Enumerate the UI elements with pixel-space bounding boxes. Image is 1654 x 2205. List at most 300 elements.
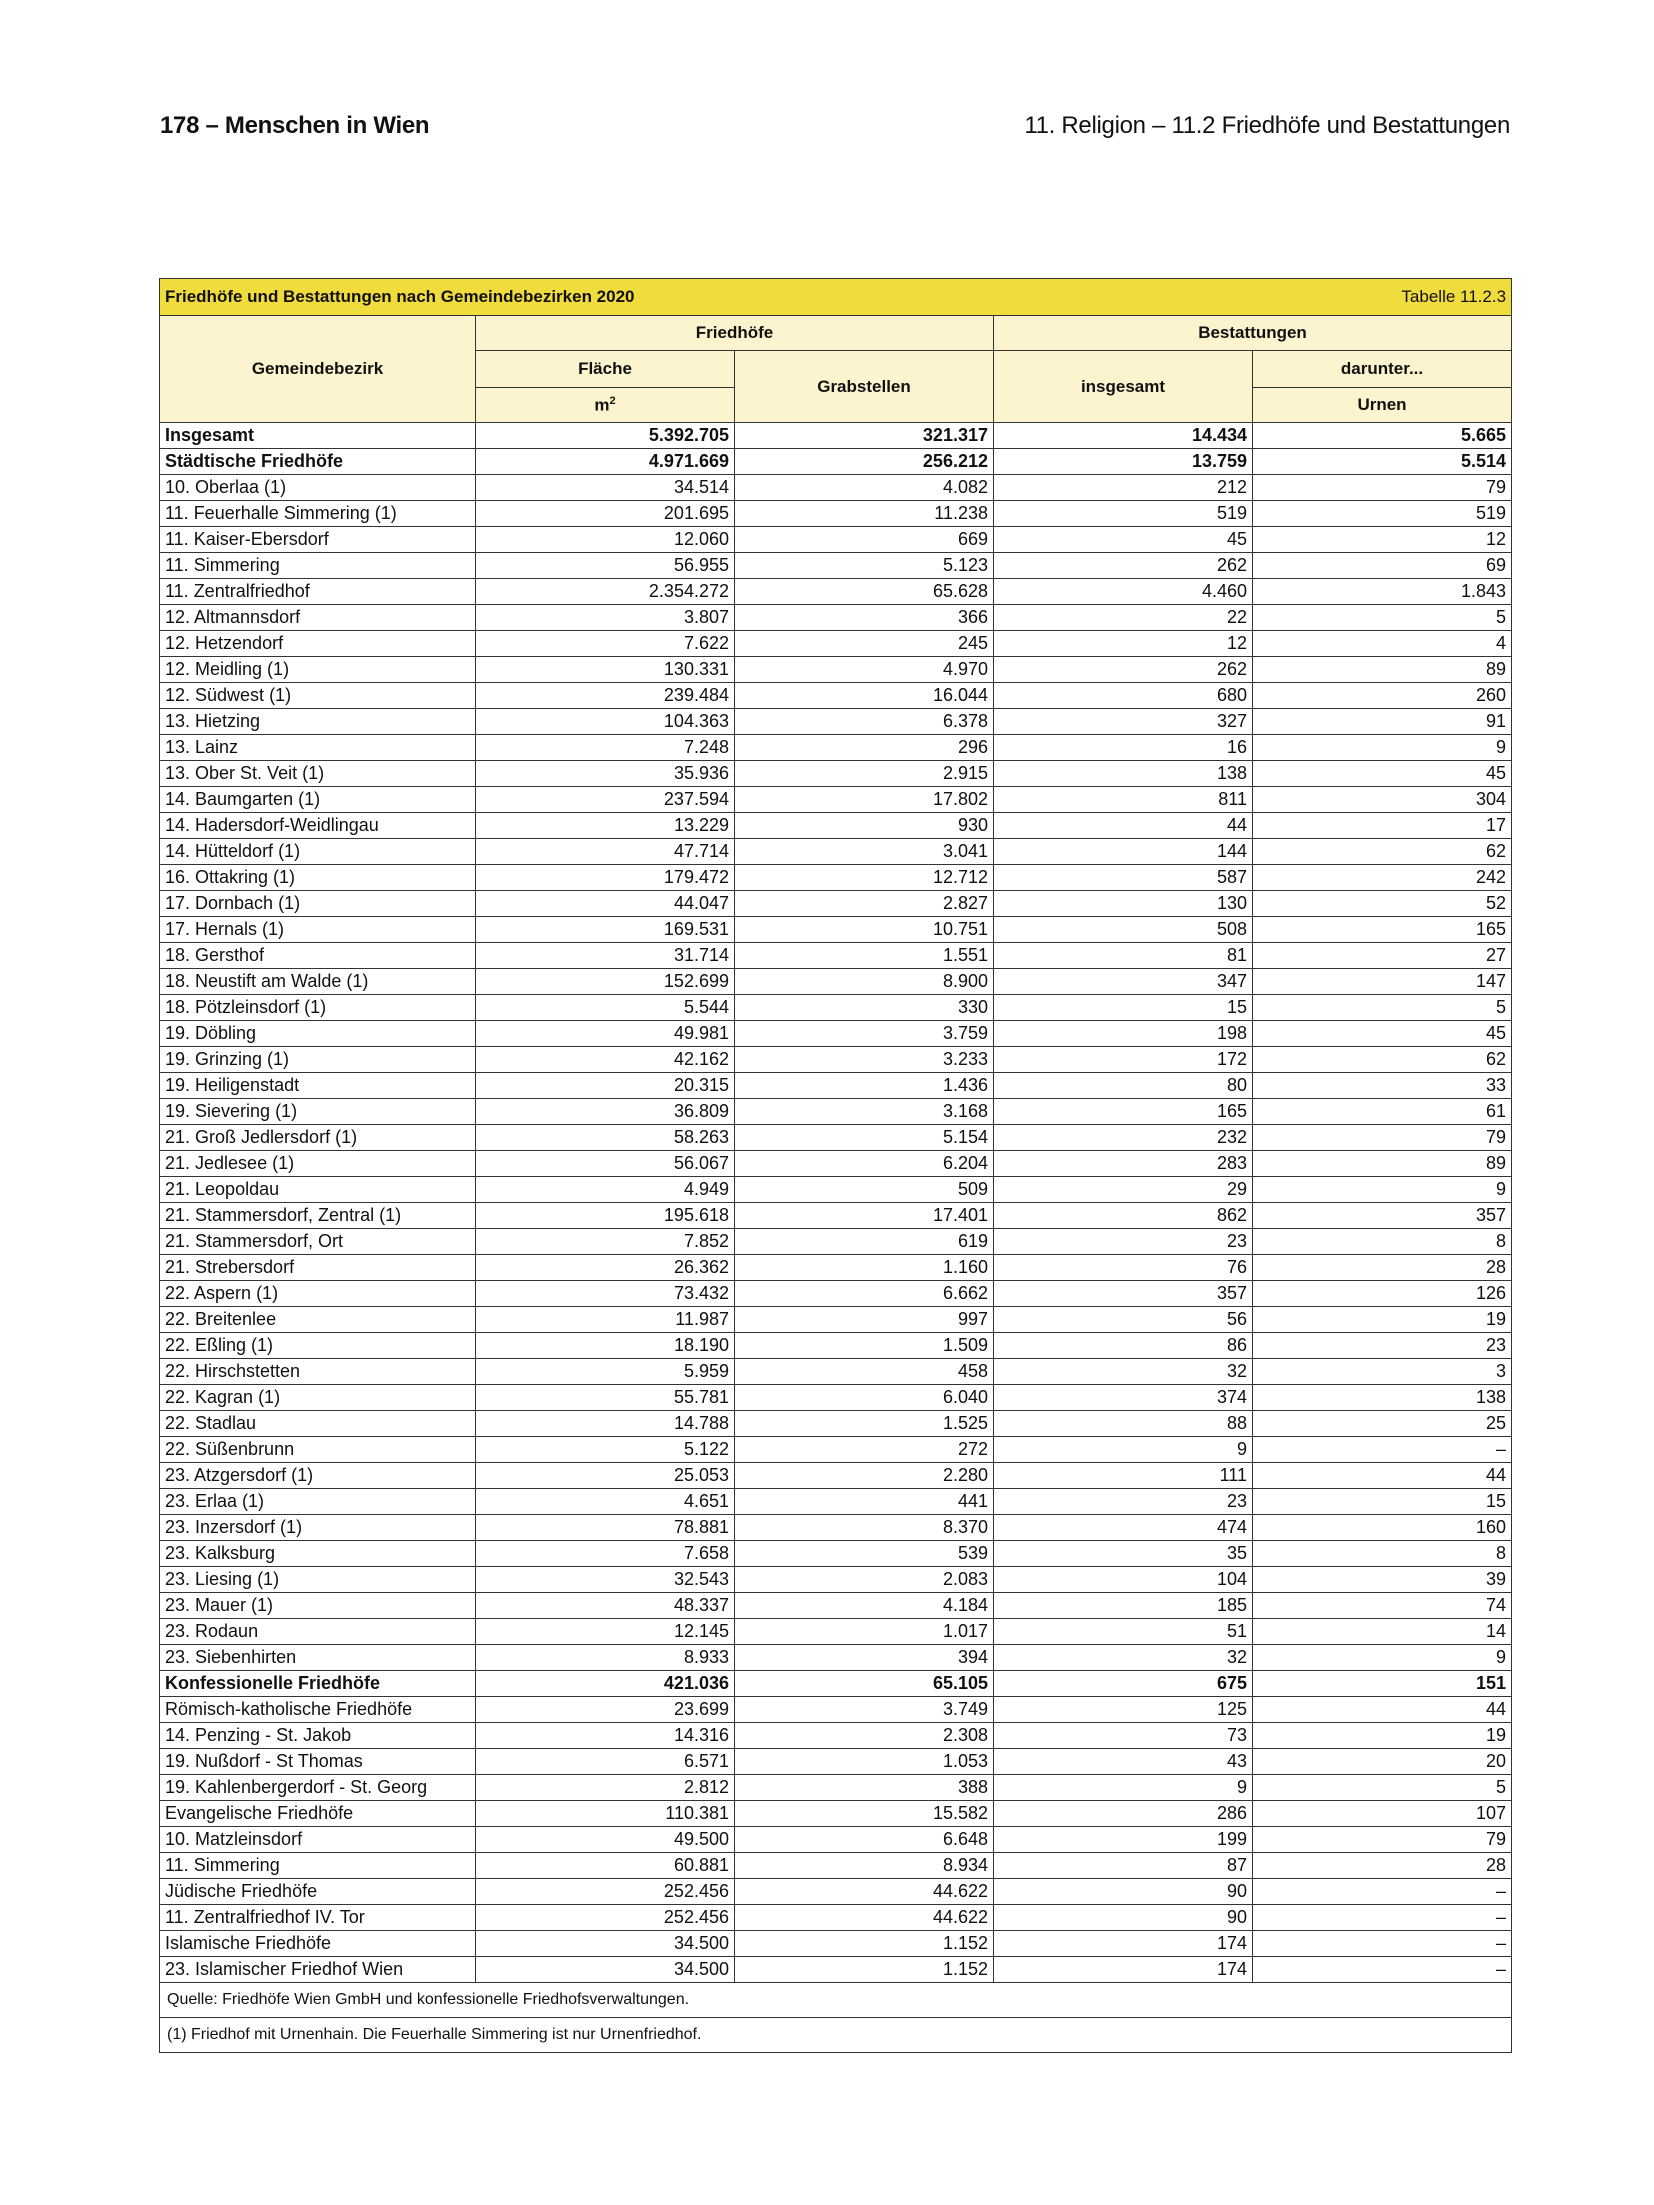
table-row <box>160 1151 1512 1177</box>
table-row <box>160 1463 1512 1489</box>
cell-urns: 44 <box>1253 1463 1512 1489</box>
cell-total: 519 <box>994 501 1253 527</box>
row-name: 19. Nußdorf - St Thomas <box>160 1749 476 1775</box>
row-name: 14. Penzing - St. Jakob <box>160 1723 476 1749</box>
cell-area: 7.658 <box>476 1541 735 1567</box>
cell-area: 7.248 <box>476 735 735 761</box>
cell-graves: 330 <box>735 995 994 1021</box>
cell-total: 9 <box>994 1437 1253 1463</box>
row-name: 17. Hernals (1) <box>160 917 476 943</box>
table-row <box>160 1853 1512 1879</box>
cell-urns: 44 <box>1253 1697 1512 1723</box>
cell-urns: 79 <box>1253 475 1512 501</box>
cell-urns: 14 <box>1253 1619 1512 1645</box>
page-header-right: 11. Religion – 11.2 Friedhöfe und Bestattungen <box>1024 112 1510 139</box>
cell-total: 90 <box>994 1905 1253 1931</box>
row-name: Insgesamt <box>160 423 476 449</box>
cell-total: 199 <box>994 1827 1253 1853</box>
cell-total: 15 <box>994 995 1253 1021</box>
table-row <box>160 423 1512 449</box>
cell-area: 7.622 <box>476 631 735 657</box>
cell-area: 49.500 <box>476 1827 735 1853</box>
cell-total: 172 <box>994 1047 1253 1073</box>
cell-graves: 366 <box>735 605 994 631</box>
table-row <box>160 1281 1512 1307</box>
cell-urns: 9 <box>1253 735 1512 761</box>
cell-urns: 17 <box>1253 813 1512 839</box>
cell-total: 374 <box>994 1385 1253 1411</box>
table-row <box>160 1827 1512 1853</box>
table-row <box>160 1697 1512 1723</box>
cell-area: 7.852 <box>476 1229 735 1255</box>
cell-graves: 388 <box>735 1775 994 1801</box>
cell-urns: 69 <box>1253 553 1512 579</box>
cell-urns: 304 <box>1253 787 1512 813</box>
cell-urns: 25 <box>1253 1411 1512 1437</box>
table-row <box>160 1385 1512 1411</box>
cell-total: 90 <box>994 1879 1253 1905</box>
cell-urns: 519 <box>1253 501 1512 527</box>
table-row <box>160 1203 1512 1229</box>
row-name: 10. Oberlaa (1) <box>160 475 476 501</box>
cell-urns: 89 <box>1253 1151 1512 1177</box>
cell-graves: 3.233 <box>735 1047 994 1073</box>
cell-total: 232 <box>994 1125 1253 1151</box>
cell-total: 138 <box>994 761 1253 787</box>
cell-urns: 20 <box>1253 1749 1512 1775</box>
cell-area: 110.381 <box>476 1801 735 1827</box>
cell-urns: 28 <box>1253 1255 1512 1281</box>
cell-graves: 321.317 <box>735 423 994 449</box>
table-row <box>160 1723 1512 1749</box>
area-unit-exponent: 2 <box>609 394 616 407</box>
table-row <box>160 1359 1512 1385</box>
row-name: 21. Leopoldau <box>160 1177 476 1203</box>
cell-area: 49.981 <box>476 1021 735 1047</box>
cell-total: 12 <box>994 631 1253 657</box>
cell-total: 22 <box>994 605 1253 631</box>
cell-urns: 160 <box>1253 1515 1512 1541</box>
cell-graves: 17.401 <box>735 1203 994 1229</box>
cell-area: 25.053 <box>476 1463 735 1489</box>
cell-area: 47.714 <box>476 839 735 865</box>
cell-graves: 65.628 <box>735 579 994 605</box>
cell-urns: 8 <box>1253 1229 1512 1255</box>
table-row <box>160 709 1512 735</box>
cell-graves: 10.751 <box>735 917 994 943</box>
cell-area: 78.881 <box>476 1515 735 1541</box>
cell-urns: 19 <box>1253 1307 1512 1333</box>
cell-graves: 1.152 <box>735 1931 994 1957</box>
cell-urns: 147 <box>1253 969 1512 995</box>
cell-area: 56.955 <box>476 553 735 579</box>
table-row <box>160 1125 1512 1151</box>
cell-total: 165 <box>994 1099 1253 1125</box>
cell-area: 32.543 <box>476 1567 735 1593</box>
cell-urns: 79 <box>1253 1125 1512 1151</box>
cell-total: 587 <box>994 865 1253 891</box>
table-title-bar <box>160 279 1512 316</box>
cell-total: 212 <box>994 475 1253 501</box>
table-row <box>160 1957 1512 1983</box>
cell-area: 104.363 <box>476 709 735 735</box>
cell-graves: 458 <box>735 1359 994 1385</box>
cell-area: 20.315 <box>476 1073 735 1099</box>
cell-area: 14.788 <box>476 1411 735 1437</box>
table-row <box>160 1021 1512 1047</box>
row-name: 21. Strebersdorf <box>160 1255 476 1281</box>
cell-area: 179.472 <box>476 865 735 891</box>
cell-urns: 45 <box>1253 761 1512 787</box>
table-row <box>160 1593 1512 1619</box>
cell-total: 174 <box>994 1931 1253 1957</box>
row-name: 23. Rodaun <box>160 1619 476 1645</box>
table-row <box>160 1801 1512 1827</box>
row-name: 23. Erlaa (1) <box>160 1489 476 1515</box>
cell-graves: 44.622 <box>735 1905 994 1931</box>
data-table <box>159 278 1512 2053</box>
row-name: 13. Hietzing <box>160 709 476 735</box>
cell-urns: 138 <box>1253 1385 1512 1411</box>
cell-graves: 3.749 <box>735 1697 994 1723</box>
page-header-left: 178 – Menschen in Wien <box>160 112 430 139</box>
row-name: 22. Breitenlee <box>160 1307 476 1333</box>
cell-graves: 6.662 <box>735 1281 994 1307</box>
table-row <box>160 1931 1512 1957</box>
table-row <box>160 1411 1512 1437</box>
table-body <box>160 423 1512 1983</box>
cell-graves: 509 <box>735 1177 994 1203</box>
row-name: Jüdische Friedhöfe <box>160 1879 476 1905</box>
cell-area: 34.514 <box>476 475 735 501</box>
cell-graves: 1.551 <box>735 943 994 969</box>
cell-urns: – <box>1253 1957 1512 1983</box>
row-name: 19. Grinzing (1) <box>160 1047 476 1073</box>
cell-area: 44.047 <box>476 891 735 917</box>
cell-total: 144 <box>994 839 1253 865</box>
cell-total: 185 <box>994 1593 1253 1619</box>
table-row <box>160 1073 1512 1099</box>
cell-total: 9 <box>994 1775 1253 1801</box>
row-name: 11. Feuerhalle Simmering (1) <box>160 501 476 527</box>
cell-urns: 89 <box>1253 657 1512 683</box>
cell-graves: 17.802 <box>735 787 994 813</box>
cell-urns: 91 <box>1253 709 1512 735</box>
area-unit: m <box>594 395 610 415</box>
table-row <box>160 579 1512 605</box>
row-name: 21. Stammersdorf, Zentral (1) <box>160 1203 476 1229</box>
cell-total: 327 <box>994 709 1253 735</box>
table-row <box>160 787 1512 813</box>
row-name: 18. Neustift am Walde (1) <box>160 969 476 995</box>
cell-graves: 2.915 <box>735 761 994 787</box>
cell-graves: 1.017 <box>735 1619 994 1645</box>
col-header-total: insgesamt <box>994 351 1253 423</box>
cell-area: 252.456 <box>476 1905 735 1931</box>
cell-area: 12.060 <box>476 527 735 553</box>
table-row <box>160 475 1512 501</box>
cell-total: 81 <box>994 943 1253 969</box>
table-row <box>160 1177 1512 1203</box>
row-name: 11. Simmering <box>160 553 476 579</box>
row-name: 22. Eßling (1) <box>160 1333 476 1359</box>
col-header-urns: Urnen <box>1253 388 1512 423</box>
row-name: 22. Hirschstetten <box>160 1359 476 1385</box>
cell-graves: 15.582 <box>735 1801 994 1827</box>
cell-area: 26.362 <box>476 1255 735 1281</box>
table-row <box>160 917 1512 943</box>
table-row <box>160 501 1512 527</box>
row-name: 17. Dornbach (1) <box>160 891 476 917</box>
row-name: Städtische Friedhöfe <box>160 449 476 475</box>
table-row <box>160 553 1512 579</box>
cell-total: 23 <box>994 1229 1253 1255</box>
cell-graves: 4.184 <box>735 1593 994 1619</box>
row-name: 21. Stammersdorf, Ort <box>160 1229 476 1255</box>
cell-graves: 1.509 <box>735 1333 994 1359</box>
table-row <box>160 1671 1512 1697</box>
table-row <box>160 1333 1512 1359</box>
cell-graves: 12.712 <box>735 865 994 891</box>
cell-area: 60.881 <box>476 1853 735 1879</box>
cell-area: 23.699 <box>476 1697 735 1723</box>
cell-graves: 2.827 <box>735 891 994 917</box>
row-name: 22. Stadlau <box>160 1411 476 1437</box>
cell-total: 73 <box>994 1723 1253 1749</box>
row-name: 21. Groß Jedlersdorf (1) <box>160 1125 476 1151</box>
cell-graves: 8.934 <box>735 1853 994 1879</box>
table-row <box>160 839 1512 865</box>
row-name: 23. Kalksburg <box>160 1541 476 1567</box>
row-name: 13. Ober St. Veit (1) <box>160 761 476 787</box>
cell-area: 5.392.705 <box>476 423 735 449</box>
row-name: Römisch-katholische Friedhöfe <box>160 1697 476 1723</box>
row-name: 23. Islamischer Friedhof Wien <box>160 1957 476 1983</box>
cell-urns: 79 <box>1253 1827 1512 1853</box>
cell-urns: – <box>1253 1879 1512 1905</box>
cell-graves: 44.622 <box>735 1879 994 1905</box>
cell-total: 262 <box>994 657 1253 683</box>
cell-graves: 6.378 <box>735 709 994 735</box>
cell-area: 14.316 <box>476 1723 735 1749</box>
cell-area: 35.936 <box>476 761 735 787</box>
cell-urns: 5 <box>1253 1775 1512 1801</box>
cell-graves: 930 <box>735 813 994 839</box>
cell-total: 14.434 <box>994 423 1253 449</box>
table-row <box>160 943 1512 969</box>
cell-area: 31.714 <box>476 943 735 969</box>
col-header-district: Gemeindebezirk <box>160 316 476 423</box>
table-row <box>160 813 1512 839</box>
table-row <box>160 1255 1512 1281</box>
cell-graves: 65.105 <box>735 1671 994 1697</box>
cell-total: 35 <box>994 1541 1253 1567</box>
cell-area: 34.500 <box>476 1931 735 1957</box>
cell-area: 13.229 <box>476 813 735 839</box>
row-name: 12. Altmannsdorf <box>160 605 476 631</box>
row-name: 23. Atzgersdorf (1) <box>160 1463 476 1489</box>
row-name: 21. Jedlesee (1) <box>160 1151 476 1177</box>
cell-total: 32 <box>994 1645 1253 1671</box>
cell-total: 680 <box>994 683 1253 709</box>
table-row <box>160 1047 1512 1073</box>
row-name: 14. Hütteldorf (1) <box>160 839 476 865</box>
row-name: Konfessionelle Friedhöfe <box>160 1671 476 1697</box>
table-row <box>160 1437 1512 1463</box>
cell-area: 201.695 <box>476 501 735 527</box>
row-name: 18. Gersthof <box>160 943 476 969</box>
row-name: 11. Simmering <box>160 1853 476 1879</box>
cell-graves: 539 <box>735 1541 994 1567</box>
cell-graves: 8.370 <box>735 1515 994 1541</box>
cell-graves: 3.041 <box>735 839 994 865</box>
table-row <box>160 1645 1512 1671</box>
cell-total: 811 <box>994 787 1253 813</box>
cell-total: 13.759 <box>994 449 1253 475</box>
row-name: 14. Hadersdorf-Weidlingau <box>160 813 476 839</box>
col-header-area-unit <box>476 388 735 423</box>
cell-graves: 6.040 <box>735 1385 994 1411</box>
cell-total: 283 <box>994 1151 1253 1177</box>
cell-urns: – <box>1253 1905 1512 1931</box>
cell-area: 56.067 <box>476 1151 735 1177</box>
cell-urns: 3 <box>1253 1359 1512 1385</box>
cell-area: 5.122 <box>476 1437 735 1463</box>
row-name: 10. Matzleinsdorf <box>160 1827 476 1853</box>
cell-urns: 12 <box>1253 527 1512 553</box>
row-name: 23. Inzersdorf (1) <box>160 1515 476 1541</box>
cell-urns: 62 <box>1253 1047 1512 1073</box>
col-header-area: Fläche <box>476 351 735 388</box>
footnote: (1) Friedhof mit Urnenhain. Die Feuerhalle Simmering ist nur Urnenfriedhof. <box>160 2018 1512 2053</box>
cell-area: 73.432 <box>476 1281 735 1307</box>
cell-area: 4.971.669 <box>476 449 735 475</box>
row-name: 22. Aspern (1) <box>160 1281 476 1307</box>
cell-area: 2.354.272 <box>476 579 735 605</box>
table-row <box>160 1099 1512 1125</box>
cell-urns: 23 <box>1253 1333 1512 1359</box>
row-name: 11. Zentralfriedhof IV. Tor <box>160 1905 476 1931</box>
table-row <box>160 761 1512 787</box>
row-name: 16. Ottakring (1) <box>160 865 476 891</box>
cell-total: 44 <box>994 813 1253 839</box>
cell-area: 195.618 <box>476 1203 735 1229</box>
table-row <box>160 683 1512 709</box>
row-name: Islamische Friedhöfe <box>160 1931 476 1957</box>
cell-graves: 441 <box>735 1489 994 1515</box>
cell-area: 130.331 <box>476 657 735 683</box>
table-row <box>160 1229 1512 1255</box>
cell-graves: 1.525 <box>735 1411 994 1437</box>
row-name: 11. Kaiser-Ebersdorf <box>160 527 476 553</box>
row-name: 19. Döbling <box>160 1021 476 1047</box>
cell-area: 36.809 <box>476 1099 735 1125</box>
cell-graves: 669 <box>735 527 994 553</box>
table-row <box>160 657 1512 683</box>
cell-graves: 5.154 <box>735 1125 994 1151</box>
table-row <box>160 605 1512 631</box>
cell-graves: 3.759 <box>735 1021 994 1047</box>
cell-area: 3.807 <box>476 605 735 631</box>
cell-graves: 11.238 <box>735 501 994 527</box>
cell-area: 5.544 <box>476 995 735 1021</box>
cell-total: 675 <box>994 1671 1253 1697</box>
cell-graves: 1.152 <box>735 1957 994 1983</box>
group-header-cemeteries: Friedhöfe <box>476 316 994 351</box>
cell-graves: 3.168 <box>735 1099 994 1125</box>
cell-total: 130 <box>994 891 1253 917</box>
cell-total: 29 <box>994 1177 1253 1203</box>
cell-urns: 33 <box>1253 1073 1512 1099</box>
row-name: 19. Kahlenbergerdorf - St. Georg <box>160 1775 476 1801</box>
cell-total: 125 <box>994 1697 1253 1723</box>
row-name: 19. Heiligenstadt <box>160 1073 476 1099</box>
cell-area: 2.812 <box>476 1775 735 1801</box>
cell-graves: 2.280 <box>735 1463 994 1489</box>
row-name: 19. Sievering (1) <box>160 1099 476 1125</box>
cell-area: 169.531 <box>476 917 735 943</box>
table-row <box>160 1307 1512 1333</box>
cell-area: 8.933 <box>476 1645 735 1671</box>
table-number: Tabelle 11.2.3 <box>1401 287 1507 306</box>
table-row <box>160 1775 1512 1801</box>
row-name: 18. Pötzleinsdorf (1) <box>160 995 476 1021</box>
table-row <box>160 1619 1512 1645</box>
cell-urns: 74 <box>1253 1593 1512 1619</box>
cell-area: 18.190 <box>476 1333 735 1359</box>
row-name: 14. Baumgarten (1) <box>160 787 476 813</box>
cell-total: 262 <box>994 553 1253 579</box>
cell-urns: 52 <box>1253 891 1512 917</box>
row-name: 23. Siebenhirten <box>160 1645 476 1671</box>
cell-urns: 5.514 <box>1253 449 1512 475</box>
cell-total: 87 <box>994 1853 1253 1879</box>
cell-urns: 27 <box>1253 943 1512 969</box>
col-header-graves: Grabstellen <box>735 351 994 423</box>
table-row <box>160 449 1512 475</box>
cell-total: 76 <box>994 1255 1253 1281</box>
cell-graves: 16.044 <box>735 683 994 709</box>
cell-total: 862 <box>994 1203 1253 1229</box>
cell-urns: 9 <box>1253 1177 1512 1203</box>
cell-graves: 245 <box>735 631 994 657</box>
table-row <box>160 995 1512 1021</box>
cell-total: 508 <box>994 917 1253 943</box>
table-row <box>160 1749 1512 1775</box>
cell-graves: 1.053 <box>735 1749 994 1775</box>
cell-graves: 256.212 <box>735 449 994 475</box>
cell-total: 80 <box>994 1073 1253 1099</box>
table-row <box>160 1489 1512 1515</box>
cell-urns: 39 <box>1253 1567 1512 1593</box>
cell-urns: 165 <box>1253 917 1512 943</box>
cell-total: 56 <box>994 1307 1253 1333</box>
cell-graves: 6.204 <box>735 1151 994 1177</box>
cell-urns: 19 <box>1253 1723 1512 1749</box>
cell-area: 5.959 <box>476 1359 735 1385</box>
cell-urns: 15 <box>1253 1489 1512 1515</box>
cell-urns: 28 <box>1253 1853 1512 1879</box>
cell-total: 4.460 <box>994 579 1253 605</box>
cell-total: 104 <box>994 1567 1253 1593</box>
cell-total: 43 <box>994 1749 1253 1775</box>
cell-area: 4.949 <box>476 1177 735 1203</box>
cell-total: 23 <box>994 1489 1253 1515</box>
cell-urns: 8 <box>1253 1541 1512 1567</box>
cell-area: 58.263 <box>476 1125 735 1151</box>
table-row <box>160 865 1512 891</box>
cell-urns: 357 <box>1253 1203 1512 1229</box>
